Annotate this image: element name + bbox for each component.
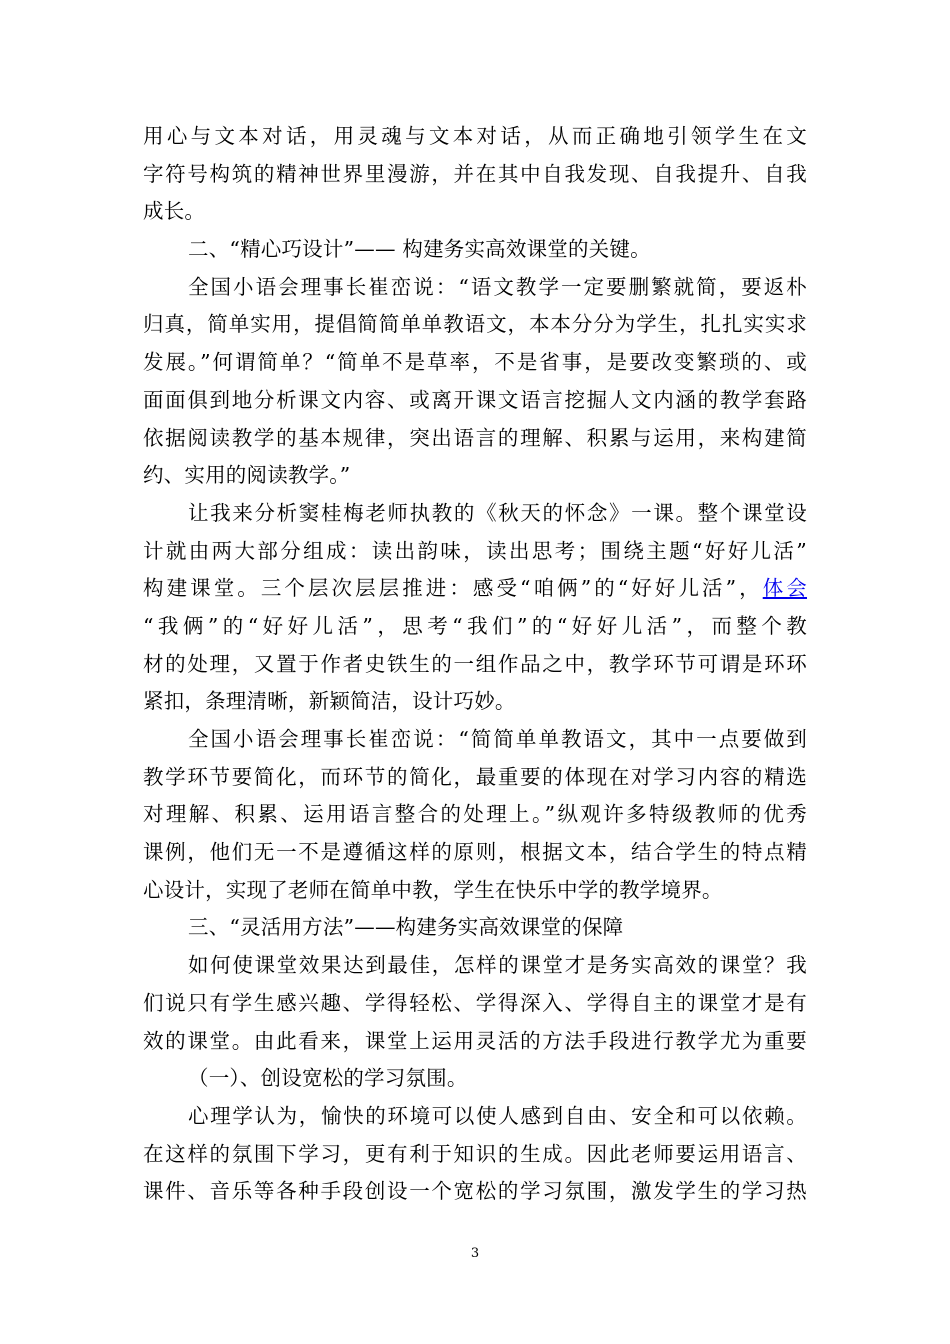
subsection-heading: （一）、创设宽松的学习氛围。 [188,1066,468,1091]
text-line: 材的处理，又置于作者史铁生的一组作品之中，教学环节可谓是环环 [143,651,807,676]
text-line: 在这样的氛围下学习，更有利于知识的生成。因此老师要运用语言、 [143,1141,807,1166]
text-line: 课例，他们无一不是遵循这样的原则，根据文本，结合学生的特点精 [143,840,807,865]
text-line: 全国小语会理事长崔峦说：“语文教学一定要删繁就简，要返朴 [188,274,807,299]
text-line: 对理解、积累、运用语言整合的处理上。”纵观许多特级教师的优秀 [143,802,807,827]
text-line: 发展。”何谓简单？“简单不是草率，不是省事，是要改变繁琐的、或 [143,350,807,375]
text-line: 紧扣，条理清晰，新颖简洁，设计巧妙。 [143,689,516,714]
text-line: 用心与文本对话，用灵魂与文本对话，从而正确地引领学生在文 [143,124,807,148]
section-heading: 三、“灵活用方法”——构建务实高效课堂的保障 [188,915,624,940]
text-line: 计就由两大部分组成：读出韵味，读出思考；围绕主题“好好儿活” [143,538,807,563]
hyperlink[interactable]: 体会 [762,576,807,601]
text-line: 让我来分析窦桂梅老师执教的《秋天的怀念》一课。整个课堂设 [188,500,807,525]
text-line: 们说只有学生感兴趣、学得轻松、学得深入、学得自主的课堂才是有 [143,990,807,1015]
body-text [143,118,807,1211]
text-line-with-link [143,570,807,608]
text-line: 如何使课堂效果达到最佳，怎样的课堂才是务实高效的课堂？我 [188,953,807,978]
text-line: 教学环节要简化，而环节的简化，最重要的体现在对学习内容的精选 [143,764,807,789]
text-line: 依据阅读教学的基本规律，突出语言的理解、积累与运用，来构建简 [143,425,807,450]
text-line: 面面俱到地分析课文内容、或离开课文语言挖掘人文内涵的教学套路 [143,387,807,412]
text-line: 成长。 [143,199,206,224]
text-line: 效的课堂。由此看来，课堂上运用灵活的方法手段进行教学尤为重要 [143,1028,807,1053]
section-heading: 二、“精心巧设计”—— 构建务实高效课堂的关键。 [188,237,651,262]
text-line: 归真，简单实用，提倡简简单单教语文，本本分分为学生，扎扎实实求 [143,312,807,337]
text-line: “我俩”的“好好儿活”，思考“我们”的“好好儿活”，而整个教 [143,613,807,638]
text-line: 全国小语会理事长崔峦说：“简简单单教语文，其中一点要做到 [188,727,807,751]
text-line: 字符号构筑的精神世界里漫游，并在其中自我发现、自我提升、自我 [143,161,807,186]
text-line: 心设计，实现了老师在简单中教，学生在快乐中学的教学境界。 [143,877,723,902]
text-line: 心理学认为，愉快的环境可以使人感到自由、安全和可以依赖。 [188,1103,807,1128]
text-line: 约、实用的阅读教学。” [143,463,351,488]
text-line: 课件、音乐等各种手段创设一个宽松的学习氛围，激发学生的学习热 [143,1179,807,1204]
text-segment: 构建课堂。三个层次层层推进：感受“咱俩”的“好好儿活”， [143,576,763,601]
page-number: 3 [470,1246,480,1261]
